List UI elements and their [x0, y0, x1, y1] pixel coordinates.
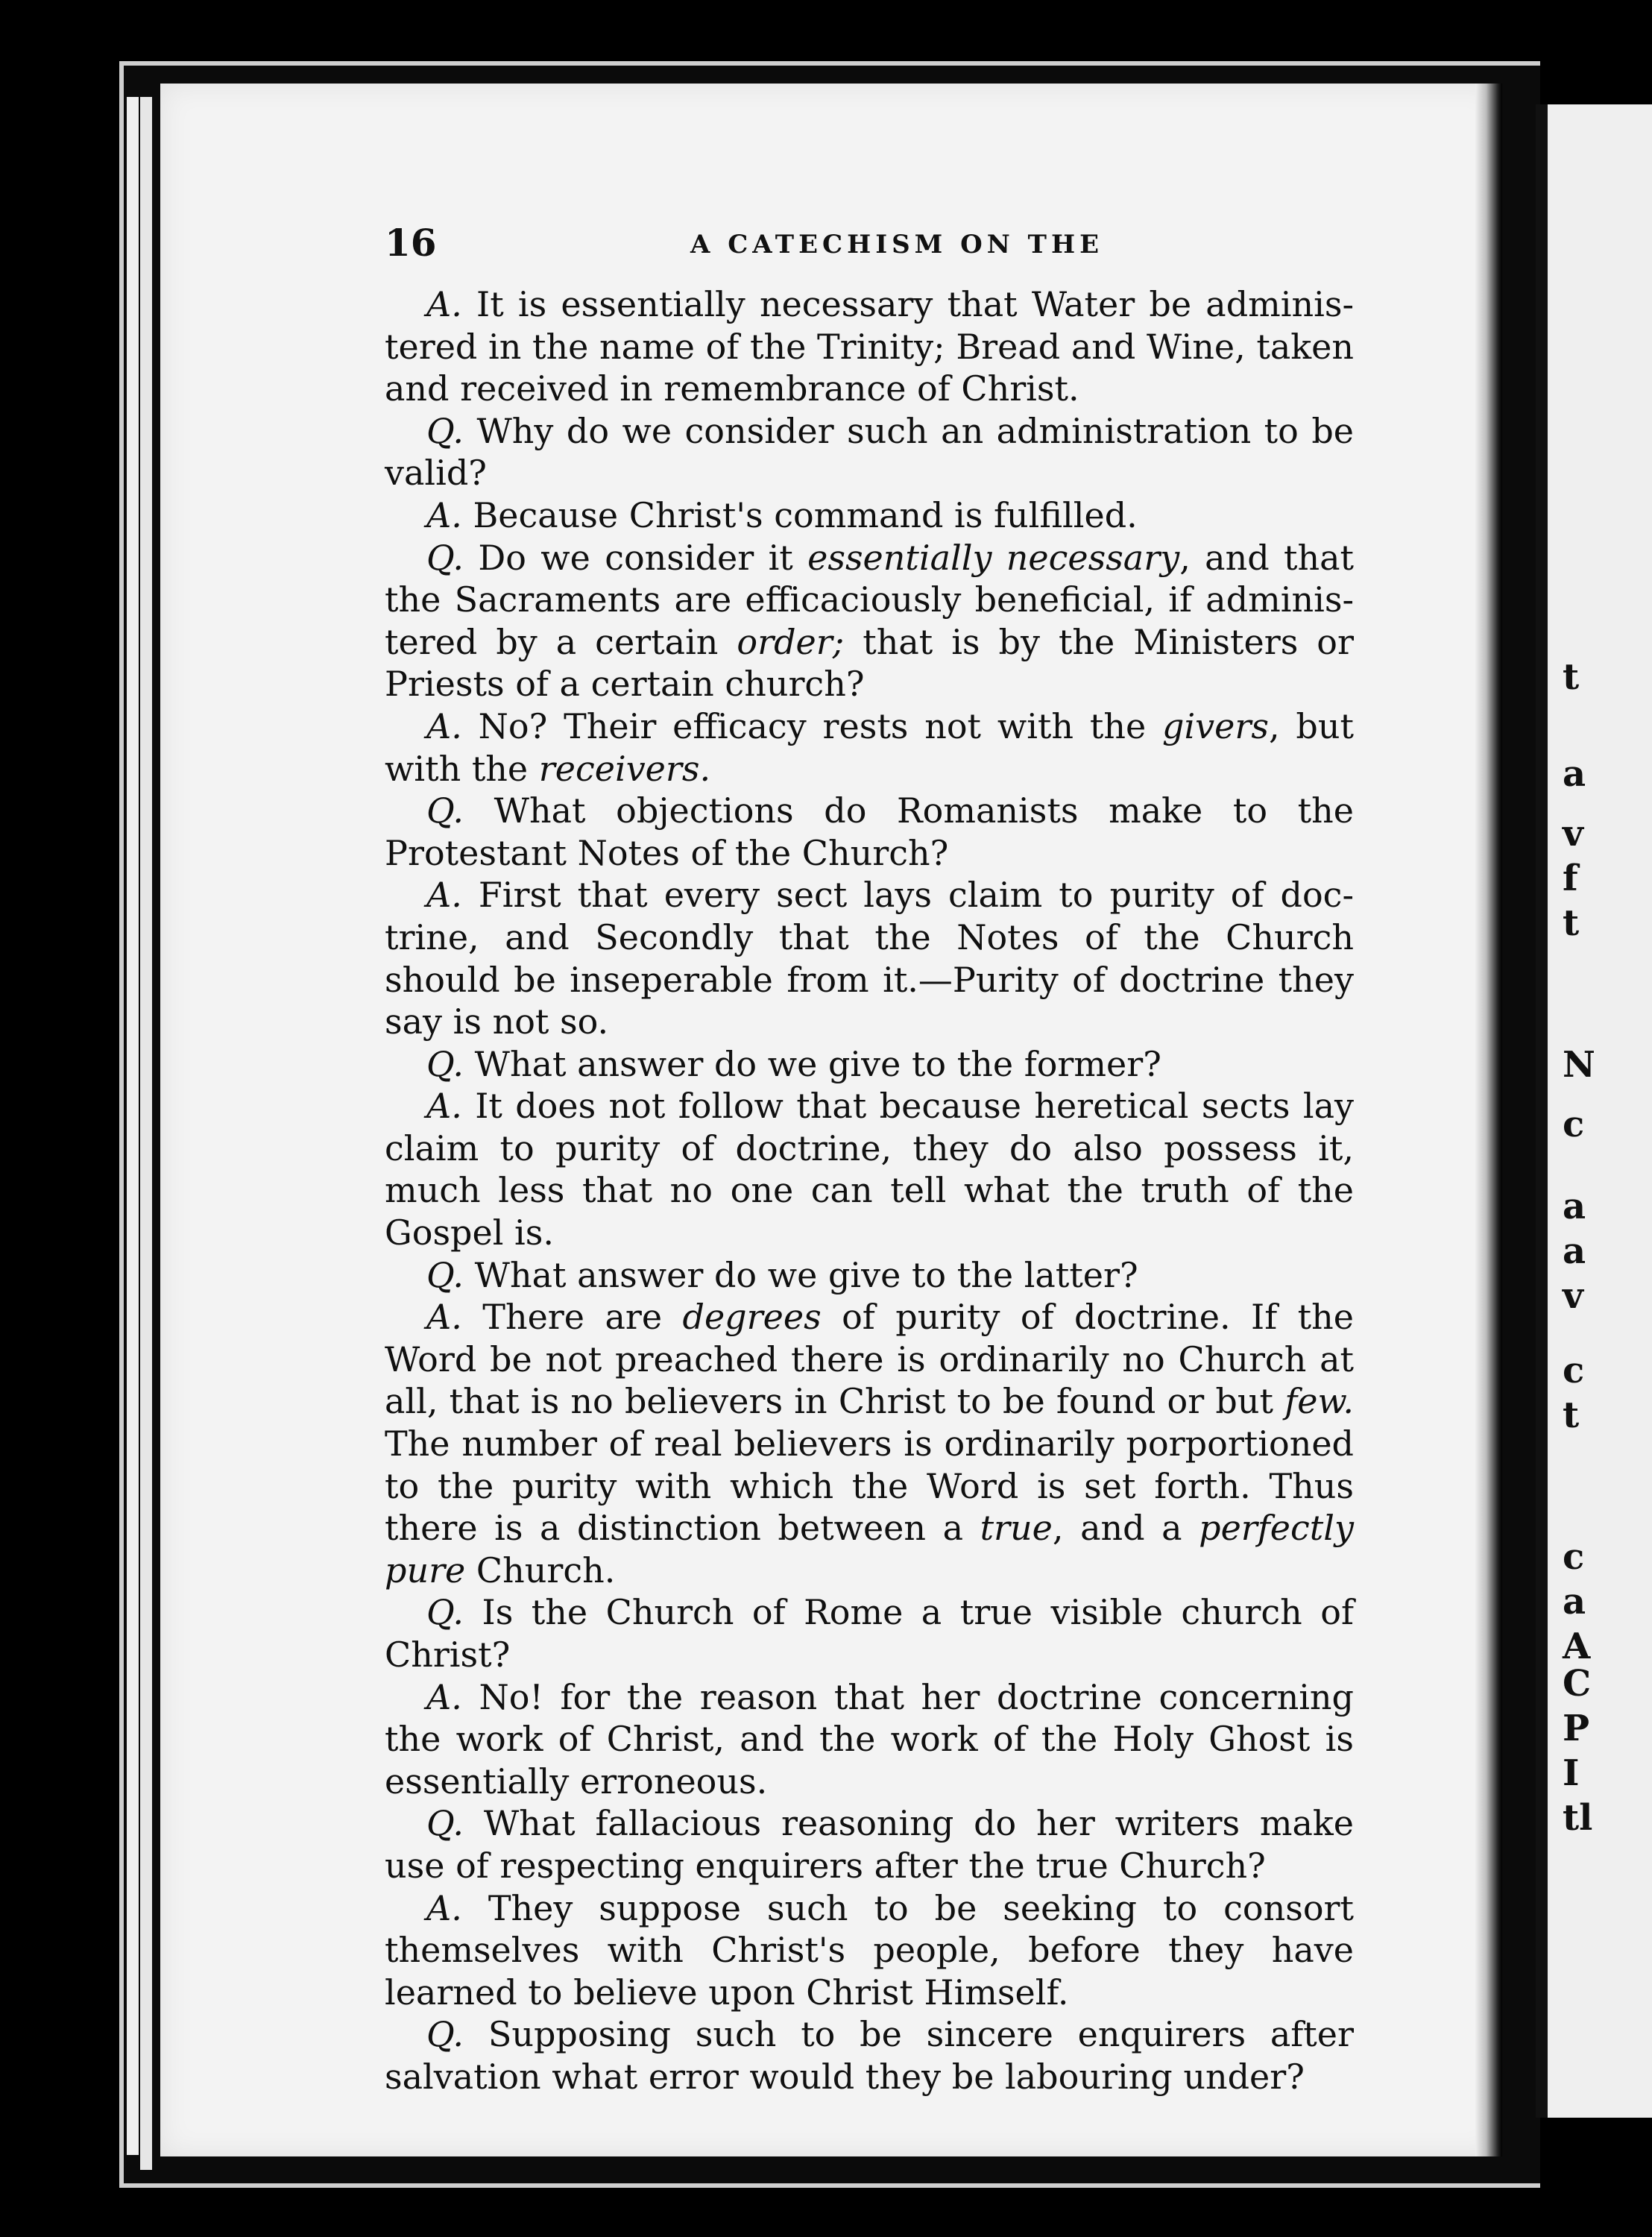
italic-text: few.	[1284, 1381, 1354, 1422]
facing-page-fragment: tl	[1563, 1797, 1593, 1839]
text-run: They suppose such to be seeking to consort themselves with Christ's people, before they have learned to believe upon Christ Himself.	[385, 1887, 1354, 2013]
question-label: Q.	[426, 2014, 464, 2055]
text-run: What objections do Romanists make to the Protestant Notes of the Church?	[385, 790, 1354, 873]
text-run: No! for the reason that her doctrine concerning the work of Christ, and the work of the Holy Ghost is essentially erroneous.	[385, 1676, 1354, 1802]
page-edge-1	[127, 97, 139, 2155]
question-paragraph	[385, 1043, 1354, 1086]
answer-paragraph	[385, 1676, 1354, 1803]
answer-label: A.	[426, 1086, 462, 1127]
italic-text: degrees	[682, 1297, 822, 1338]
italic-text: order;	[737, 621, 845, 662]
question-paragraph	[385, 537, 1354, 705]
facing-page-fragment: I	[1563, 1752, 1580, 1794]
facing-page-fragment: a	[1563, 1581, 1586, 1623]
answer-label: A.	[426, 1676, 462, 1717]
facing-page-fragment: a	[1563, 1230, 1586, 1272]
text-run: Because Christ's command is fulfilled.	[461, 494, 1138, 535]
facing-page-fragment: a	[1563, 753, 1586, 795]
question-paragraph	[385, 410, 1354, 494]
facing-page-fragment: t	[1563, 902, 1580, 944]
answer-label: A.	[426, 1887, 462, 1928]
answer-label: A.	[426, 494, 462, 535]
italic-text: essentially necessary	[807, 537, 1180, 578]
text-run: What fallacious reasoning do her writers make use of respecting enquirers after the true Church?	[385, 1803, 1354, 1886]
question-paragraph	[385, 1254, 1354, 1297]
page-edge-2	[140, 97, 152, 2170]
answer-paragraph	[385, 1887, 1354, 2014]
text-run: Do we consider it	[464, 537, 808, 578]
text-run: What answer do we give to the latter?	[464, 1254, 1138, 1295]
question-paragraph	[385, 1591, 1354, 1676]
text-run: There are	[461, 1297, 683, 1338]
question-paragraph	[385, 2013, 1354, 2098]
facing-page-fragment: a	[1563, 1186, 1586, 1227]
answer-paragraph	[385, 705, 1354, 790]
text-run: Church.	[465, 1549, 616, 1591]
text-run: It is essentially necessary that Water be administered in the name of the Trinity; Bread and Wine, taken and received in remembrance of Christ.	[385, 284, 1354, 409]
answer-label: A.	[426, 284, 462, 324]
answer-paragraph	[385, 1296, 1354, 1591]
question-label: Q.	[426, 1254, 464, 1295]
text-run: of purity of doctrine. If the Word be not preached there is ordinarily no Church at all, that is no believers in Christ to be found or but	[385, 1297, 1355, 1422]
catechism-text	[385, 283, 1354, 2098]
question-label: Q.	[426, 410, 464, 451]
text-run: , but with the	[385, 705, 1354, 789]
question-label: Q.	[426, 790, 464, 831]
running-head: A CATECHISM ON THE	[690, 230, 1104, 259]
facing-page-fragment: C	[1563, 1663, 1592, 1705]
question-label: Q.	[426, 1592, 464, 1633]
text-run: , and that the Sacraments are efficaciously beneficial, if administered by a certain	[385, 537, 1354, 662]
italic-text: givers	[1162, 705, 1269, 746]
italic-text: true	[980, 1508, 1053, 1549]
text-run: It does not follow that because heretical sects lay claim to purity of doctrine, they do also possess it, much less that no one can tell what the truth of the Gospel is.	[385, 1086, 1354, 1253]
question-label: Q.	[426, 537, 464, 578]
page-spine	[1475, 84, 1502, 2156]
text-run: The number of real believers is ordinarily porportioned to the purity with which the Word is set forth. Thus there is a distinction between a	[385, 1423, 1354, 1549]
facing-page-fragment: f	[1563, 858, 1578, 899]
facing-page-fragment: c	[1563, 1536, 1585, 1578]
text-run: , and a	[1052, 1508, 1199, 1549]
text-run: What answer do we give to the former?	[464, 1043, 1161, 1084]
answer-paragraph	[385, 874, 1354, 1042]
answer-label: A.	[426, 705, 462, 746]
italic-text: perfectly pure	[385, 1508, 1354, 1591]
text-run: Why do we consider such an administration to be valid?	[385, 410, 1354, 494]
facing-page-fragment: c	[1563, 1104, 1585, 1145]
facing-page-edge	[1536, 104, 1652, 2118]
facing-page-fragment: v	[1563, 813, 1583, 855]
text-run: that is by the Ministers or Priests of a certain church?	[385, 621, 1354, 705]
facing-page-fragment: t	[1563, 656, 1580, 698]
answer-paragraph	[385, 1085, 1354, 1253]
question-label: Q.	[426, 1803, 464, 1844]
answer-paragraph	[385, 494, 1354, 537]
answer-label: A.	[426, 1297, 462, 1338]
answer-label: A.	[426, 875, 462, 916]
question-paragraph	[385, 1802, 1354, 1887]
question-label: Q.	[426, 1043, 464, 1084]
answer-paragraph	[385, 283, 1354, 410]
facing-page-fragment: t	[1563, 1394, 1580, 1436]
page-number: 16	[385, 221, 437, 265]
text-run: Supposing such to be sincere enquirers after salvation what error would they be labouring under?	[385, 2014, 1354, 2097]
text-run: No? Their efficacy rests not with the	[461, 705, 1163, 746]
facing-page-fragment: c	[1563, 1350, 1585, 1391]
facing-page-fragment: v	[1563, 1275, 1583, 1317]
question-paragraph	[385, 790, 1354, 874]
italic-text: receivers.	[538, 748, 711, 789]
facing-page-fragment: N	[1563, 1044, 1595, 1086]
text-run: First that every sect lays claim to purity of doctrine, and Secondly that the Notes of the Church should be inseperable from it.—Purity of doctrine they say is not so.	[385, 875, 1354, 1042]
text-run: Is the Church of Rome a true visible church of Christ?	[385, 1592, 1354, 1675]
facing-page-fragment: P	[1563, 1708, 1590, 1749]
page-header	[385, 221, 1354, 265]
facing-page-fragment: A	[1563, 1626, 1591, 1667]
